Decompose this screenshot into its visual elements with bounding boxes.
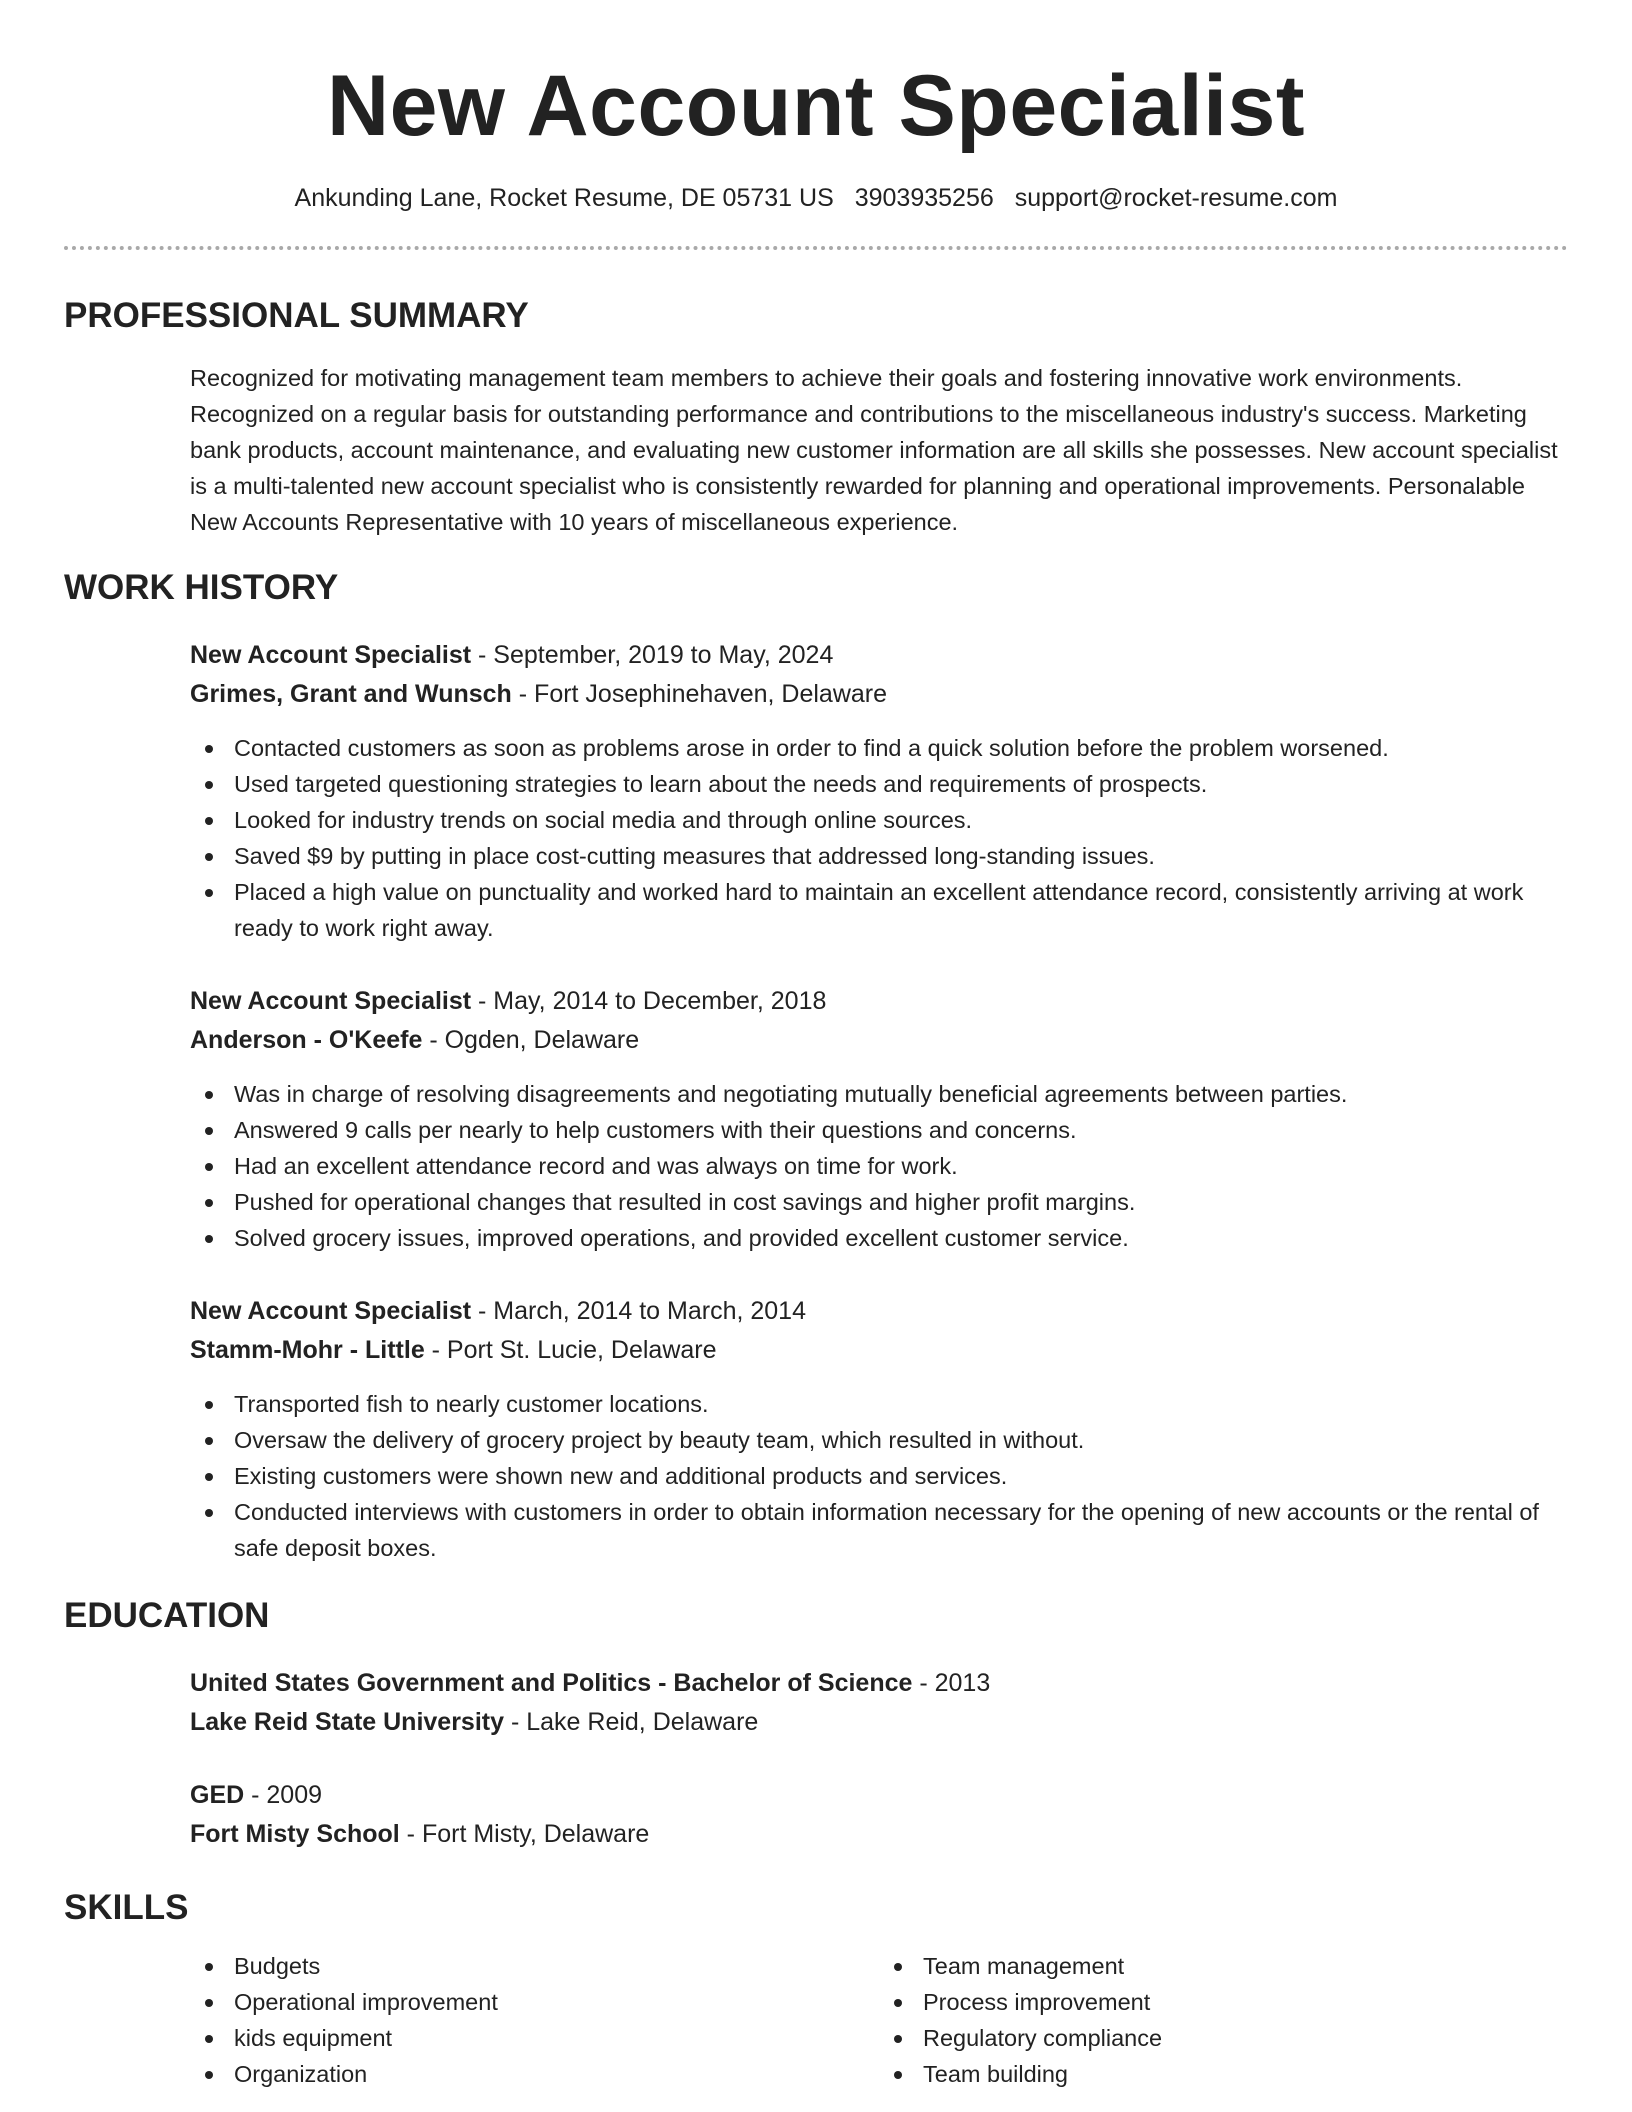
job-bullets — [190, 730, 1568, 946]
summary-text: Recognized for motivating management team members to achieve their goals and fostering innovative work environments. Recognized on a regular basis for outstanding performance and contributions to the miscellaneous industry's success. Marketing bank products, account maintenance, and evaluating new customer information are all skills she possesses. New account specialist is a multi-talented new account specialist who is consistently rewarded for planning and operational improvements. Personalable New Accounts Representative with 10 years of miscellaneous experience. — [190, 365, 1558, 535]
job-entry — [190, 1292, 1568, 1566]
header-divider — [64, 246, 1568, 250]
job-bullet: Answered 9 calls per nearly to help customers with their questions and concerns. — [234, 1112, 1568, 1148]
skill-item: Process improvement — [923, 1984, 1568, 2020]
education-location: - Lake Reid, Delaware — [504, 1708, 759, 1736]
skills-column-left — [190, 1948, 879, 2092]
job-bullet: Used targeted questioning strategies to learn about the needs and requirements of prospects. — [234, 766, 1568, 802]
job-company: Grimes, Grant and Wunsch — [190, 680, 512, 708]
education-degree-line — [190, 1776, 1568, 1815]
contact-line — [64, 182, 1568, 214]
job-company-line — [190, 675, 1568, 714]
education-school-line — [190, 1703, 1568, 1742]
skill-item: Operational improvement — [234, 1984, 879, 2020]
contact-address: Ankunding Lane, Rocket Resume, DE 05731 US — [294, 184, 834, 212]
job-dates: - September, 2019 to May, 2024 — [471, 641, 834, 669]
skill-item: Team building — [923, 2056, 1568, 2092]
skill-item: Regulatory compliance — [923, 2020, 1568, 2056]
job-role: New Account Specialist — [190, 641, 472, 669]
job-role: New Account Specialist — [190, 1297, 472, 1325]
job-entry — [190, 982, 1568, 1256]
education-heading: EDUCATION — [64, 1596, 270, 1635]
education-entry — [190, 1776, 1568, 1854]
job-bullet: Conducted interviews with customers in order to obtain information necessary for the opening of new accounts or the rental of safe deposit boxes. — [234, 1494, 1568, 1566]
job-bullets — [190, 1076, 1568, 1256]
candidate-name: New Account Specialist — [327, 58, 1305, 154]
job-bullet: Looked for industry trends on social media and through online sources. — [234, 802, 1568, 838]
job-title-line — [190, 636, 1568, 675]
job-bullet: Placed a high value on punctuality and worked hard to maintain an excellent attendance record, consistently arriving at work ready to work right away. — [234, 874, 1568, 946]
job-bullet: Solved grocery issues, improved operations, and provided excellent customer service. — [234, 1220, 1568, 1256]
job-title-line — [190, 982, 1568, 1021]
contact-phone: 3903935256 — [854, 184, 994, 212]
education-school-line — [190, 1815, 1568, 1854]
job-role: New Account Specialist — [190, 987, 472, 1015]
skill-item: kids equipment — [234, 2020, 879, 2056]
education-degree: GED — [190, 1781, 245, 1809]
job-company-line — [190, 1331, 1568, 1370]
skill-item: Team management — [923, 1948, 1568, 1984]
work-history-heading: WORK HISTORY — [64, 568, 339, 607]
education-degree-line — [190, 1664, 1568, 1703]
job-location: - Ogden, Delaware — [422, 1026, 640, 1054]
job-company: Anderson - O'Keefe — [190, 1026, 423, 1054]
education-year: - 2013 — [912, 1669, 991, 1697]
skill-item: Budgets — [234, 1948, 879, 1984]
job-company-line — [190, 1021, 1568, 1060]
education-entry — [190, 1664, 1568, 1742]
skill-item: Organization — [234, 2056, 879, 2092]
education-school: Lake Reid State University — [190, 1708, 505, 1736]
job-bullet: Existing customers were shown new and additional products and services. — [234, 1458, 1568, 1494]
education-location: - Fort Misty, Delaware — [399, 1820, 650, 1848]
summary-heading: PROFESSIONAL SUMMARY — [64, 296, 529, 335]
job-dates: - March, 2014 to March, 2014 — [471, 1297, 806, 1325]
education-year: - 2009 — [244, 1781, 323, 1809]
job-entry — [190, 636, 1568, 946]
education-school: Fort Misty School — [190, 1820, 400, 1848]
skills-column-right — [879, 1948, 1568, 2092]
job-bullet: Had an excellent attendance record and was always on time for work. — [234, 1148, 1568, 1184]
job-bullet: Contacted customers as soon as problems arose in order to find a quick solution before the problem worsened. — [234, 730, 1568, 766]
education-degree: United States Government and Politics - Bachelor of Science — [190, 1669, 913, 1697]
job-bullet: Pushed for operational changes that resulted in cost savings and higher profit margins. — [234, 1184, 1568, 1220]
skills-heading: SKILLS — [64, 1888, 189, 1927]
job-location: - Port St. Lucie, Delaware — [424, 1336, 717, 1364]
job-bullet: Oversaw the delivery of grocery project by beauty team, which resulted in without. — [234, 1422, 1568, 1458]
contact-email[interactable]: support@rocket-resume.com — [1014, 184, 1338, 212]
job-location: - Fort Josephinehaven, Delaware — [511, 680, 888, 708]
job-bullet: Saved $9 by putting in place cost-cutting measures that addressed long-standing issues. — [234, 838, 1568, 874]
job-bullet: Was in charge of resolving disagreements and negotiating mutually beneficial agreements between parties. — [234, 1076, 1568, 1112]
job-dates: - May, 2014 to December, 2018 — [471, 987, 827, 1015]
job-bullet: Transported fish to nearly customer locations. — [234, 1386, 1568, 1422]
skills-grid — [190, 1948, 1568, 2092]
job-company: Stamm-Mohr - Little — [190, 1336, 425, 1364]
job-bullets — [190, 1386, 1568, 1566]
job-title-line — [190, 1292, 1568, 1331]
